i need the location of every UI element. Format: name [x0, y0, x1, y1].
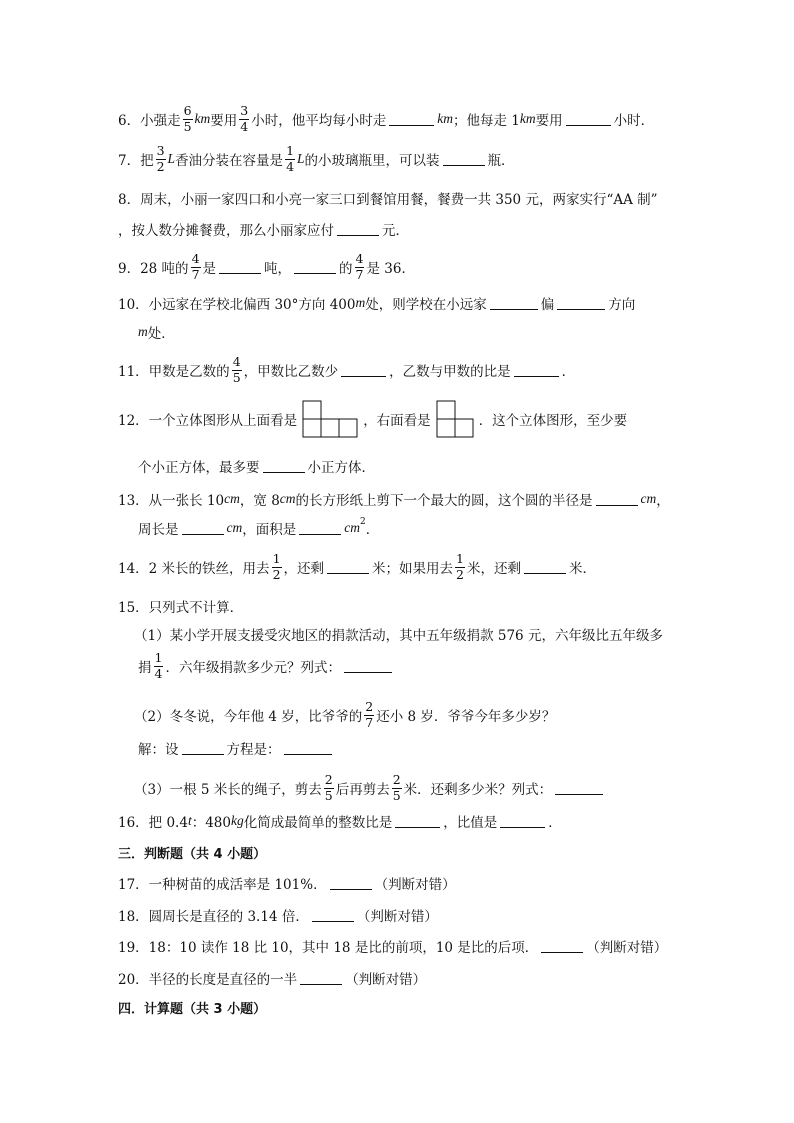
- answer-blank[interactable]: [395, 826, 440, 828]
- answer-blank[interactable]: [344, 671, 392, 673]
- fraction: $\frac{4}{7}$: [191, 251, 200, 282]
- question-11: 11．甲数是乙数的 $\frac{4}{5}$ ，甲数比乙数少 ，乙数与甲数的比是 ．: [118, 354, 576, 385]
- answer-blank[interactable]: [300, 983, 342, 985]
- answer-blank[interactable]: [294, 272, 336, 274]
- answer-blank[interactable]: [490, 308, 538, 310]
- unit: km: [194, 111, 211, 126]
- question-8-cont: ，按人数分摊餐费，那么小丽家应付 元．: [118, 223, 409, 239]
- question-16: 16．把 0.4 t ：480 kg 化简成最简单的整数比是 ，比值是 ．: [118, 813, 562, 831]
- answer-blank[interactable]: [327, 572, 369, 574]
- question-14: 14．2 米长的铁丝，用去 $\frac{1}{2}$ ，还剩 米；如果用去 $\frac{1}{2}$ 米，还剩 米．: [118, 551, 596, 582]
- question-15-part2: （2）冬冬说，今年他 4 岁，比爷爷的 $\frac{2}{7}$ 还小 8 岁．爷爷今年多少岁？: [134, 699, 556, 730]
- answer-blank[interactable]: [555, 793, 603, 795]
- question-15-part2-solution: 解：设 方程是：: [138, 738, 335, 758]
- question-19: 19．18：10 读作 18 比 10，其中 18 是比的前项，10 是比的后项． （判断对错）: [118, 940, 668, 956]
- answer-blank[interactable]: [337, 234, 379, 236]
- question-20: 20．半径的长度是直径的一半 （判断对错）: [118, 972, 427, 988]
- fraction: $\frac{1}{4}$: [154, 650, 163, 681]
- fraction: $\frac{1}{2}$: [272, 551, 281, 582]
- question-15-title: 15．只列式不计算．: [118, 600, 244, 616]
- question-10-cont: m 处．: [138, 324, 175, 342]
- fraction: $\frac{2}{7}$: [365, 699, 374, 730]
- question-10: 10．小远家在学校北偏西 30°方向 400 m 处，则学校在小远家 偏 方向: [118, 295, 636, 313]
- question-15-part3: （3）一根 5 米长的绳子，剪去 $\frac{2}{5}$ 后再剪去 $\frac{2}{5}$ 米．还剩多少米？列式：: [134, 774, 606, 802]
- answer-blank[interactable]: [284, 753, 332, 755]
- answer-blank[interactable]: [312, 920, 354, 922]
- answer-blank[interactable]: [263, 471, 305, 473]
- question-9: 9．28 吨的 $\frac{4}{7}$ 是 吨， 的 $\frac{4}{7}$ 是 36．: [118, 251, 415, 282]
- question-18: 18．圆周长是直径的 3.14 倍． （判断对错）: [118, 909, 438, 925]
- answer-blank[interactable]: [524, 572, 566, 574]
- fraction: $\frac{4}{7}$: [355, 251, 364, 282]
- answer-blank[interactable]: [182, 753, 224, 755]
- answer-blank[interactable]: [514, 375, 559, 377]
- fraction: $\frac{3}{2}$: [156, 143, 165, 174]
- fraction: $\frac{1}{2}$: [456, 551, 464, 582]
- right-view-figure: [435, 400, 475, 438]
- answer-blank[interactable]: [557, 308, 605, 310]
- answer-blank[interactable]: [596, 504, 638, 506]
- answer-blank[interactable]: [443, 164, 485, 166]
- question-12: 12．一个立体图形从上面看是 ，右面看是 ．这个立体图形，至少要: [118, 400, 627, 438]
- answer-blank[interactable]: [389, 124, 434, 126]
- question-12-cont: 个小正方体，最多要 小正方体．: [138, 460, 375, 476]
- answer-blank[interactable]: [330, 888, 372, 890]
- answer-blank[interactable]: [566, 124, 611, 126]
- question-13-cont: 周长是 cm ，面积是 cm 2 ．: [138, 517, 380, 538]
- question-6: 6．小强走 $\frac{6}{5}$ km 要用 $\frac{3}{4}$ 小时，他平均每小时走 km ；他每走 1 km 要用 小时．: [118, 103, 655, 134]
- fraction: $\frac{3}{4}$: [240, 103, 249, 134]
- question-13: 13．从一张长 10 cm ，宽 8 cm 的长方形纸上剪下一个最大的圆，这个圆的半径是 cm ，: [118, 491, 670, 509]
- answer-blank[interactable]: [299, 533, 341, 535]
- section-heading-judgment: 三．判断题（共 4 小题）: [118, 847, 267, 862]
- fraction: $\frac{4}{5}$: [232, 354, 241, 385]
- question-8: 8．周末，小丽一家四口和小亮一家三口到餐馆用餐，餐费一共 350 元，两家实行“AA 制”: [118, 192, 658, 208]
- fraction: $\frac{1}{4}$: [286, 143, 295, 174]
- question-17: 17．一种树苗的成活率是 101%． （判断对错）: [118, 877, 456, 893]
- answer-blank[interactable]: [182, 533, 224, 535]
- fraction: $\frac{6}{5}$: [183, 103, 192, 134]
- fraction: $\frac{2}{5}$: [324, 772, 333, 803]
- answer-blank[interactable]: [219, 272, 261, 274]
- q6-text: 6．小强走: [118, 113, 181, 129]
- answer-blank[interactable]: [341, 375, 386, 377]
- fraction: $\frac{2}{5}$: [392, 772, 401, 803]
- answer-blank[interactable]: [541, 951, 583, 953]
- question-7: 7．把 $\frac{3}{2}$ L 香油分装在容量是 $\frac{1}{4}$ L 的小玻璃瓶里，可以装 瓶．: [118, 143, 515, 174]
- answer-blank[interactable]: [500, 826, 545, 828]
- section-heading-calculation: 四．计算题（共 3 小题）: [118, 1002, 267, 1017]
- question-15-part1: （1）某小学开展支援受灾地区的捐款活动，其中五年级捐款 576 元，六年级比五年级多: [134, 628, 663, 644]
- question-15-part1-cont: 捐 $\frac{1}{4}$ ．六年级捐款多少元？列式：: [138, 652, 395, 680]
- top-view-figure: [301, 400, 359, 438]
